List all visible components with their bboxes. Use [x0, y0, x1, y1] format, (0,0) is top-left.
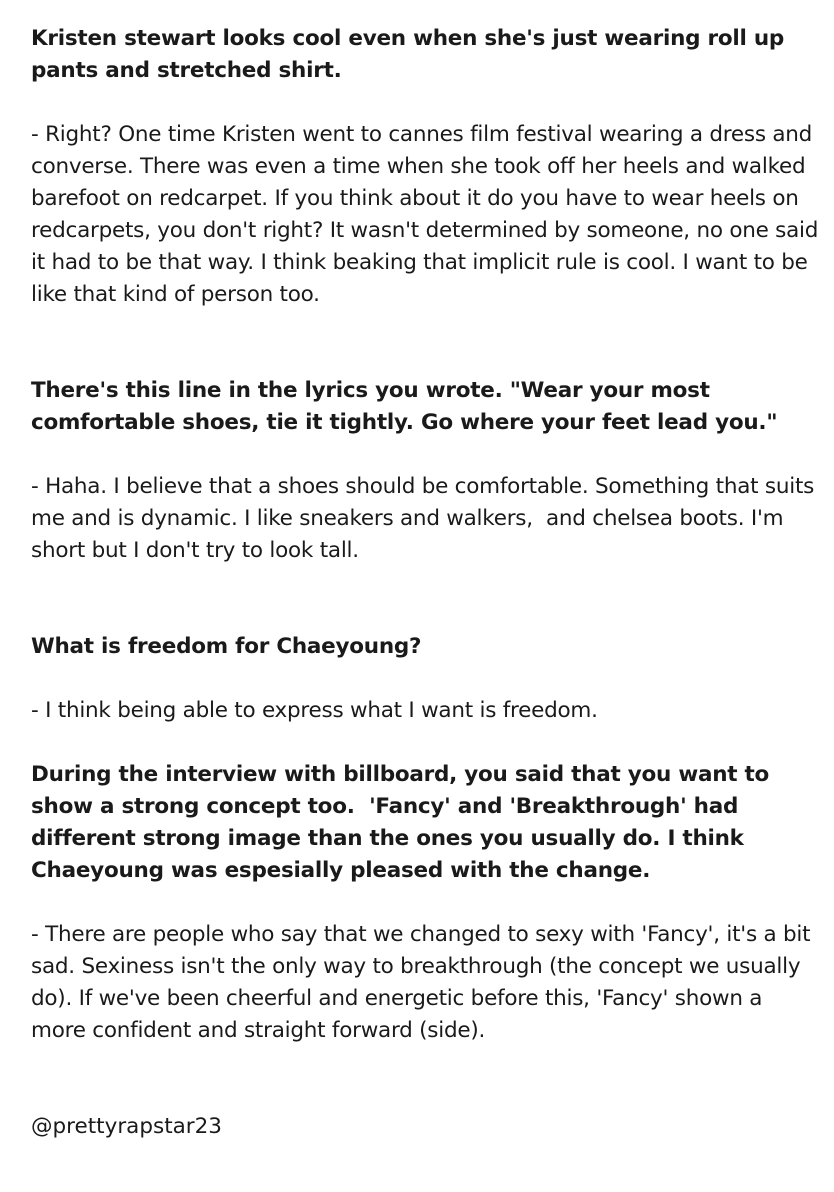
answer-3: - I think being able to express what I want is freedom. [31, 698, 598, 723]
question-4: During the interview with billboard, you said that you want to show a strong concept too. 'Fancy' and 'Breakthrough' had different strong image than the ones you usually do. I think Chaeyoung was espesially pleased with the change. [31, 762, 777, 883]
question-3: What is freedom for Chaeyoung? [31, 634, 422, 659]
answer-1: - Right? One time Kristen went to cannes film festival wearing a dress and converse. There was even a time when she took off her heels and walked barefoot on redcarpet. If you think about it do you have to wear heels on redcarpets, you don't right? It wasn't determined by someone, no one said it had to be that way. I think beaking that implicit rule is cool. I want to be like that kind of person too. [31, 122, 825, 307]
answer-2: - Haha. I believe that a shoes should be comfortable. Something that suits me and is dynamic. I like sneakers and walkers, and chelsea boots. I'm short but I don't try to look tall. [31, 474, 821, 563]
interview-document [31, 23, 825, 1047]
answer-4: - There are people who say that we changed to sexy with 'Fancy', it's a bit sad. Sexiness isn't the only way to breakthrough (the concept we usually do). If we've been cheerful and energetic before this, 'Fancy' shown a more confident and straight forward (side). [31, 922, 817, 1043]
author-handle: @prettyrapstar23 [31, 1114, 222, 1139]
question-2: There's this line in the lyrics you wrote. "Wear your most comfortable shoes, tie it tightly. Go where your feet lead you." [31, 378, 778, 435]
question-1: Kristen stewart looks cool even when she's just wearing roll up pants and stretched shirt. [31, 26, 792, 83]
